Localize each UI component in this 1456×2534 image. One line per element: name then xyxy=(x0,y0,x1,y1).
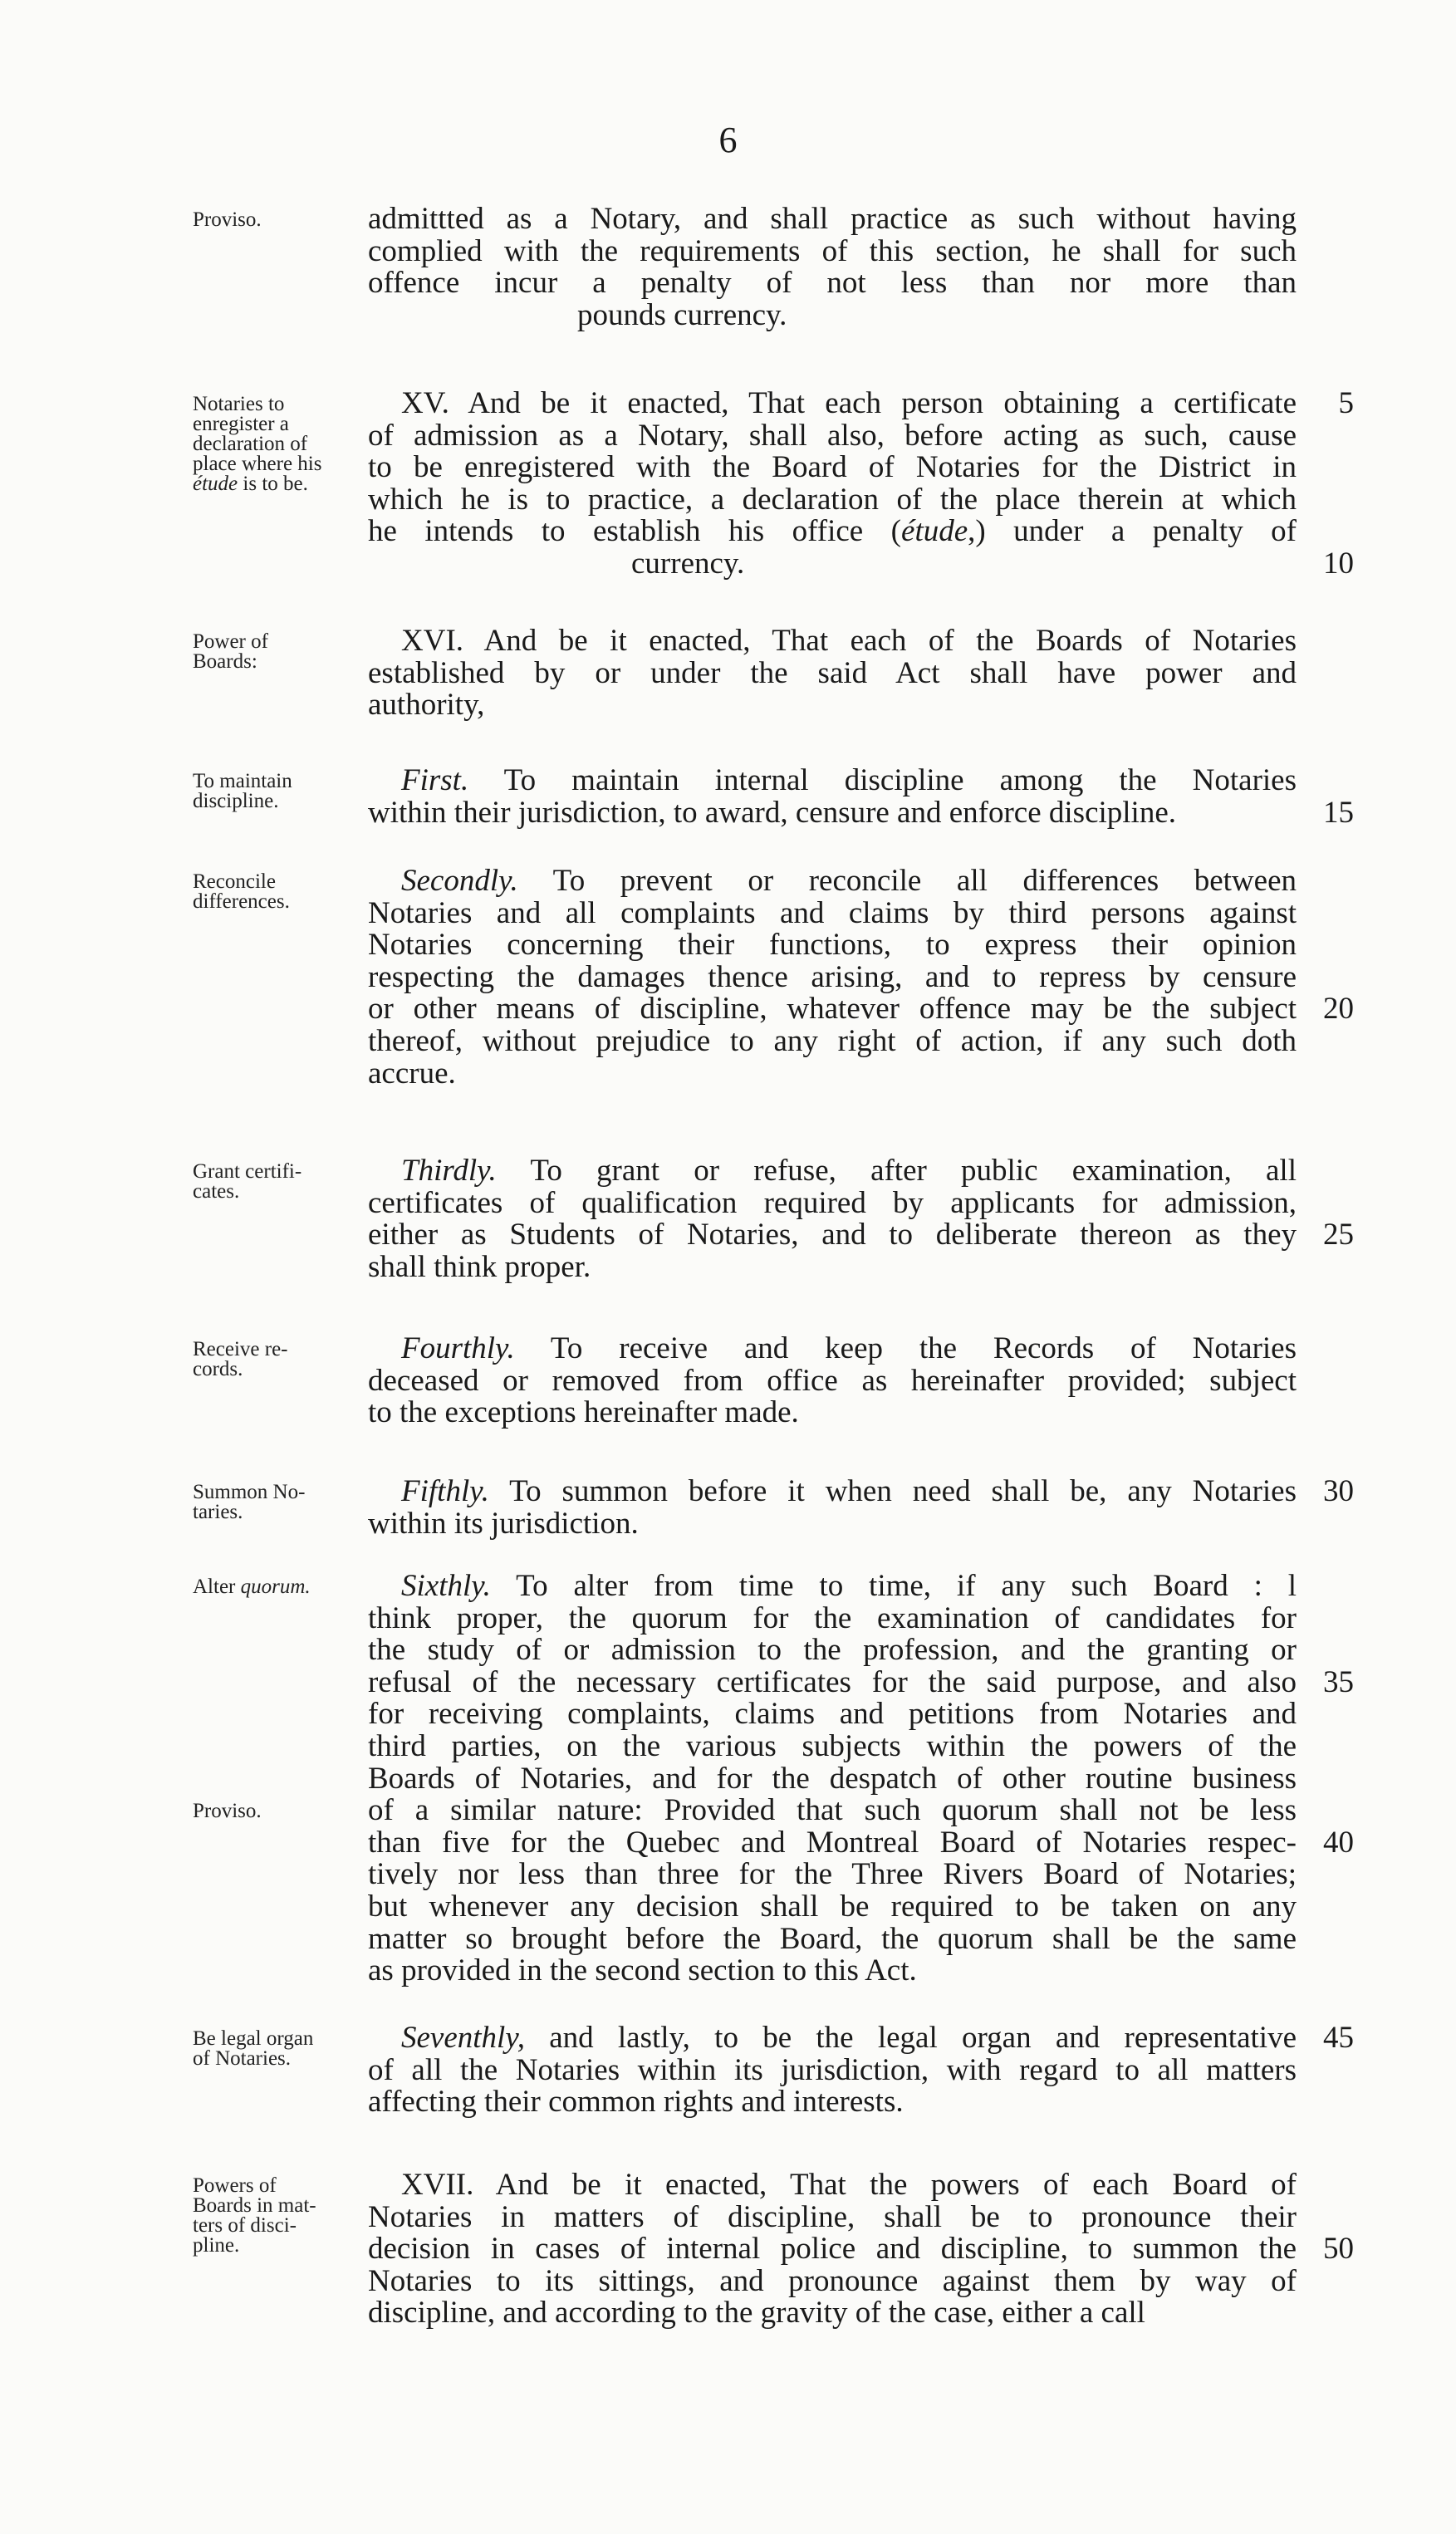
text-line: of admission as a Notary, shall also, before acting as such, cause xyxy=(368,418,1297,453)
margin-note-line: Notaries to xyxy=(193,393,285,415)
margin-note-line: cates. xyxy=(193,1180,240,1203)
text-line: Seventhly, and lastly, to be the legal organ and representative xyxy=(401,2021,1297,2055)
text-line: XVII. And be it enacted, That the powers of each Board of xyxy=(401,2168,1297,2202)
text-line: deceased or removed from office as hereinafter provided; subject xyxy=(368,1363,1297,1398)
text-line: to be enregistered with the Board of Notaries for the District in xyxy=(368,450,1297,485)
text-line: currency. xyxy=(631,547,745,581)
text-line: Notaries to its sittings, and pronounce against them by way of xyxy=(368,2263,1297,2298)
text-line: which he is to practice, a declaration of the place therein at which xyxy=(368,482,1297,517)
margin-note-line: Be legal organ xyxy=(193,2027,314,2050)
margin-note xyxy=(193,1483,359,1522)
line-number: 20 xyxy=(1323,992,1354,1027)
margin-note-line: Reconcile xyxy=(193,870,276,893)
margin-note-line: place where his xyxy=(193,453,322,475)
text-line: Notaries concerning their functions, to express their opinion xyxy=(368,928,1297,963)
text-line: Thirdly. To grant or refuse, after public examination, all xyxy=(401,1154,1297,1188)
margin-note xyxy=(193,872,359,912)
margin-note-line: Proviso. xyxy=(193,1800,262,1823)
margin-note-line: Alter quorum. xyxy=(193,1576,311,1598)
margin-note-line: taries. xyxy=(193,1501,243,1523)
margin-note-line: differences. xyxy=(193,890,290,913)
margin-note xyxy=(193,632,359,672)
text-line: of a similar nature: Provided that such quorum shall not be less xyxy=(368,1793,1297,1828)
text-line: than five for the Quebec and Montreal Board of Notaries respec- xyxy=(368,1825,1297,1860)
text-line: the study of or admission to the profession, and the granting or xyxy=(368,1633,1297,1668)
margin-note-line: étude is to be. xyxy=(193,473,308,495)
text-line: to the exceptions hereinafter made. xyxy=(368,1395,799,1430)
text-line: matter so brought before the Board, the quorum shall be the same xyxy=(368,1921,1297,1956)
margin-note-line: Proviso. xyxy=(193,208,262,231)
margin-note-line: cords. xyxy=(193,1358,243,1380)
text-line: complied with the requirements of this section, he shall for such xyxy=(368,233,1297,268)
line-number: 5 xyxy=(1338,386,1354,420)
line-number: 35 xyxy=(1323,1664,1354,1699)
line-number: 40 xyxy=(1323,1825,1354,1860)
margin-note-line: declaration of xyxy=(193,433,308,455)
margin-note-line: enregister a xyxy=(193,413,289,435)
text-line: refusal of the necessary certificates for the said purpose, and also xyxy=(368,1664,1297,1699)
margin-note xyxy=(193,1577,359,1597)
line-number: 45 xyxy=(1323,2021,1354,2055)
margin-note-line: pline. xyxy=(193,2234,240,2257)
text-line: Boards of Notaries, and for the despatch of other routine business xyxy=(368,1761,1297,1796)
text-line: within its jurisdiction. xyxy=(368,1506,639,1541)
margin-note xyxy=(193,210,359,230)
margin-note-proviso xyxy=(193,1801,359,1821)
text-line: for receiving complaints, claims and petitions from Notaries and xyxy=(368,1697,1297,1732)
text-line: as provided in the second section to this Act. xyxy=(368,1953,917,1988)
text-line: authority, xyxy=(368,688,485,723)
margin-note-line: Grant certifi- xyxy=(193,1160,302,1183)
text-line: Sixthly. To alter from time to time, if any such Board : l xyxy=(401,1569,1297,1603)
text-line: admittted as a Notary, and shall practice as such without having xyxy=(368,202,1297,236)
text-line: pounds currency. xyxy=(577,297,787,332)
margin-note xyxy=(193,2176,359,2256)
text-line: he intends to establish his office (étude,) under a penalty of xyxy=(368,514,1297,549)
text-line: tively nor less than three for the Three Rivers Board of Notaries; xyxy=(368,1857,1297,1892)
margin-note xyxy=(193,395,359,494)
line-number: 10 xyxy=(1323,547,1354,581)
text-line: Fifthly. To summon before it when need shall be, any Notaries xyxy=(401,1474,1297,1508)
margin-note-line: of Notaries. xyxy=(193,2047,292,2070)
text-line: Fourthly. To receive and keep the Records of Notaries xyxy=(401,1331,1297,1365)
text-line: thereof, without prejudice to any right of action, if any such doth xyxy=(368,1024,1297,1058)
margin-note xyxy=(193,1162,359,1202)
text-line: decision in cases of internal police and discipline, to summon the xyxy=(368,2232,1297,2267)
text-line: Notaries and all complaints and claims by third persons against xyxy=(368,895,1297,930)
text-line: either as Students of Notaries, and to deliberate thereon as they xyxy=(368,1218,1297,1252)
text-line: accrue. xyxy=(368,1056,456,1091)
text-line: offence incur a penalty of not less than nor more than xyxy=(368,266,1297,301)
text-line: third parties, on the various subjects within the powers of the xyxy=(368,1729,1297,1763)
margin-note-line: discipline. xyxy=(193,790,279,812)
text-line: think proper, the quorum for the examination of candidates for xyxy=(368,1600,1297,1635)
margin-note-line: Powers of xyxy=(193,2174,277,2197)
margin-note-line: ters of disci- xyxy=(193,2214,297,2237)
text-line: or other means of discipline, whatever offence may be the subject xyxy=(368,992,1297,1027)
text-line: Secondly. To prevent or reconcile all differences between xyxy=(401,864,1297,898)
text-line: discipline, and according to the gravity of the case, either a call xyxy=(368,2296,1145,2331)
margin-note-line: Boards: xyxy=(193,650,257,673)
text-line: XV. And be it enacted, That each person obtaining a certificate xyxy=(401,386,1297,420)
text-line: Notaries in matters of discipline, shall be to pronounce their xyxy=(368,2199,1297,2234)
line-number: 15 xyxy=(1323,795,1354,830)
margin-note-line: Power of xyxy=(193,630,268,653)
text-line: established by or under the said Act shall have power and xyxy=(368,655,1297,690)
margin-note-line: Receive re- xyxy=(193,1338,288,1360)
line-number: 30 xyxy=(1323,1474,1354,1508)
page-number: 6 xyxy=(718,120,738,160)
text-line: certificates of qualification required by applicants for admission, xyxy=(368,1185,1297,1220)
text-line: shall think proper. xyxy=(368,1249,591,1284)
text-line: of all the Notaries within its jurisdiction, with regard to all matters xyxy=(368,2052,1297,2087)
text-line: XVI. And be it enacted, That each of the Boards of Notaries xyxy=(401,624,1297,658)
margin-note xyxy=(193,2029,359,2069)
line-number: 50 xyxy=(1323,2232,1354,2267)
text-line: respecting the damages thence arising, and to repress by censure xyxy=(368,959,1297,994)
text-line: First. To maintain internal discipline among the Notaries xyxy=(401,763,1297,797)
margin-note xyxy=(193,772,359,811)
line-number: 25 xyxy=(1323,1218,1354,1252)
margin-note-line: To maintain xyxy=(193,770,292,792)
text-line: within their jurisdiction, to award, censure and enforce discipline. xyxy=(368,795,1177,830)
text-line: affecting their common rights and interests. xyxy=(368,2085,904,2120)
margin-note-line: Summon No- xyxy=(193,1481,306,1503)
margin-note-line: Boards in mat- xyxy=(193,2194,316,2217)
margin-note xyxy=(193,1340,359,1380)
text-line: but whenever any decision shall be required to be taken on any xyxy=(368,1889,1297,1924)
